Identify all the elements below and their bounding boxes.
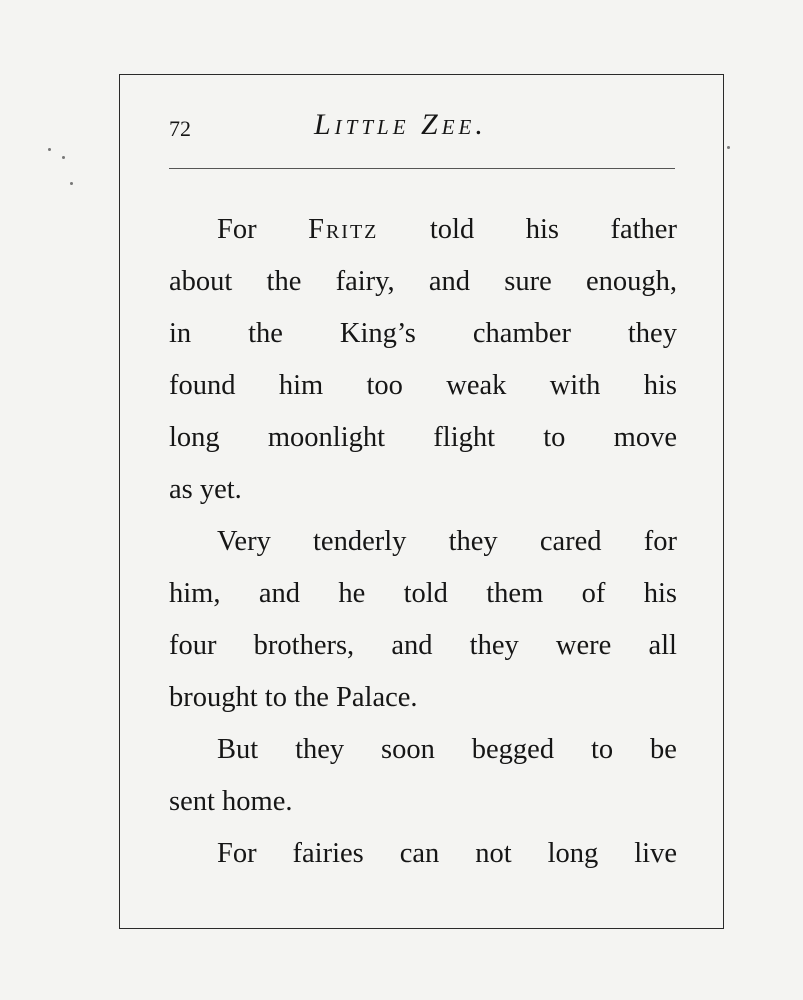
text-line <box>169 360 677 412</box>
word: begged <box>471 734 555 765</box>
word: move <box>613 422 677 453</box>
text-line <box>169 776 677 828</box>
word: father <box>610 214 677 245</box>
word: his <box>643 370 677 401</box>
word: But <box>217 734 259 765</box>
page-number: 72 <box>169 116 191 141</box>
word: the <box>248 318 283 349</box>
word: they <box>295 734 345 765</box>
word: be <box>650 734 677 765</box>
word: Very <box>217 526 271 557</box>
word: brothers, <box>253 630 355 661</box>
text-line <box>169 568 677 620</box>
scan-speck <box>70 182 73 185</box>
word: flight <box>433 422 496 453</box>
word: can <box>399 838 440 869</box>
word: his <box>525 214 559 245</box>
word: long <box>169 422 220 453</box>
text-line <box>169 308 677 360</box>
word: to <box>590 734 614 765</box>
word: him <box>278 370 324 401</box>
word: about <box>169 266 233 297</box>
body-text <box>169 204 677 880</box>
word: as yet. <box>169 474 242 505</box>
word: weak <box>446 370 507 401</box>
word: sent home. <box>169 786 293 817</box>
word: told <box>429 214 475 245</box>
word: and <box>391 630 433 661</box>
word: with <box>549 370 601 401</box>
word: For <box>217 214 257 245</box>
word: and <box>258 578 300 609</box>
word: brought to the Palace. <box>169 682 418 713</box>
word: they <box>627 318 677 349</box>
word: they <box>448 526 498 557</box>
header-rule <box>169 168 675 169</box>
word: long <box>547 838 599 869</box>
word: cared <box>539 526 602 557</box>
word: all <box>648 630 677 661</box>
text-line <box>169 256 677 308</box>
word: for <box>643 526 677 557</box>
text-line <box>169 412 677 464</box>
word: too <box>366 370 403 401</box>
word: chamber <box>472 318 571 349</box>
word: to <box>543 422 566 453</box>
word: they <box>469 630 519 661</box>
word: moonlight <box>267 422 386 453</box>
text-line <box>169 204 677 256</box>
scan-speck <box>48 148 51 151</box>
word: in <box>169 318 192 349</box>
word: he <box>338 578 366 609</box>
text-line <box>169 464 677 516</box>
word: the <box>266 266 302 297</box>
text-line <box>169 620 677 672</box>
word-character-name: Fritz <box>308 214 379 245</box>
word: live <box>634 838 677 869</box>
scan-speck <box>727 146 730 149</box>
word: sure <box>504 266 552 297</box>
word: and <box>428 266 471 297</box>
word: For <box>217 838 257 869</box>
word: not <box>475 838 512 869</box>
word: them <box>486 578 544 609</box>
word: fairies <box>292 838 364 869</box>
word: found <box>169 370 236 401</box>
text-line <box>169 516 677 568</box>
word: of <box>581 578 606 609</box>
word: his <box>643 578 677 609</box>
word: tenderly <box>313 526 407 557</box>
word: King’s <box>339 318 416 349</box>
running-title: Little Zee. <box>314 108 487 141</box>
text-line <box>169 672 677 724</box>
text-line <box>169 828 677 880</box>
word: fairy, <box>335 266 395 297</box>
running-head <box>169 108 677 148</box>
word: were <box>555 630 612 661</box>
word: him, <box>169 578 221 609</box>
word: four <box>169 630 217 661</box>
word: enough, <box>585 266 677 297</box>
text-line <box>169 724 677 776</box>
word: soon <box>381 734 435 765</box>
word: told <box>403 578 448 609</box>
scan-speck <box>62 156 65 159</box>
